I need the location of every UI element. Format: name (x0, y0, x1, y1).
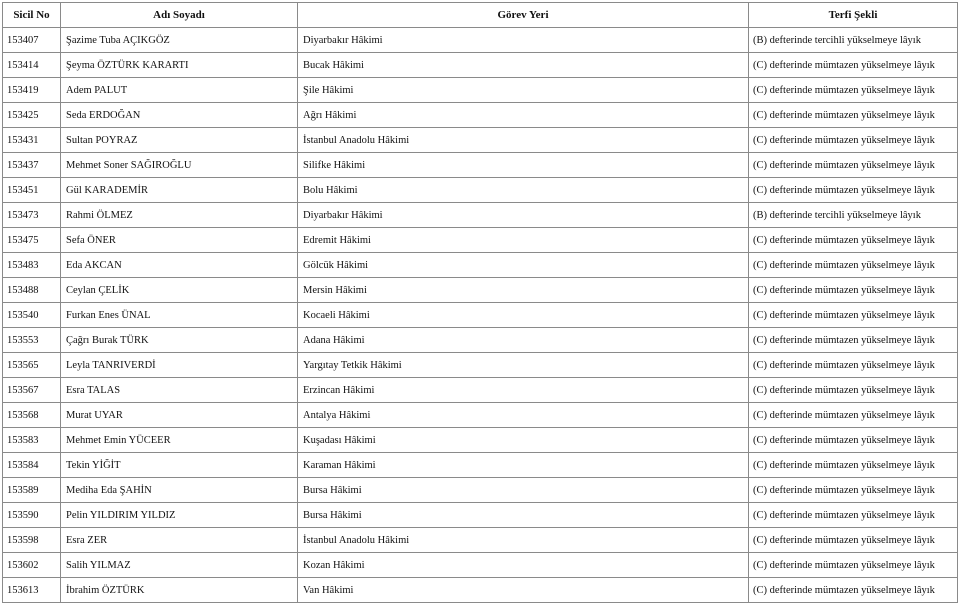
gorev-yeri-cell: Kocaeli Hâkimi (298, 303, 749, 328)
sicil-no-cell: 153589 (3, 478, 61, 503)
sicil-no-cell: 153488 (3, 278, 61, 303)
sicil-no-cell: 153540 (3, 303, 61, 328)
table-row (3, 528, 958, 553)
terfi-sekli-cell: (C) defterinde mümtazen yükselmeye lâyık (749, 153, 958, 178)
terfi-sekli-cell: (C) defterinde mümtazen yükselmeye lâyık (749, 228, 958, 253)
sicil-no-cell: 153451 (3, 178, 61, 203)
header-row (3, 3, 958, 28)
table-row (3, 228, 958, 253)
gorev-yeri-cell: İstanbul Anadolu Hâkimi (298, 528, 749, 553)
name-cell: Mehmet Emin YÜCEER (61, 428, 298, 453)
table-row (3, 428, 958, 453)
table-row (3, 78, 958, 103)
name-cell: Leyla TANRIVERDİ (61, 353, 298, 378)
gorev-yeri-cell: İstanbul Anadolu Hâkimi (298, 128, 749, 153)
sicil-no-cell: 153437 (3, 153, 61, 178)
sicil-no-cell: 153565 (3, 353, 61, 378)
gorev-yeri-cell: Van Hâkimi (298, 578, 749, 603)
name-cell: Seda ERDOĞAN (61, 103, 298, 128)
name-cell: Esra ZER (61, 528, 298, 553)
gorev-yeri-cell: Diyarbakır Hâkimi (298, 28, 749, 53)
terfi-sekli-cell: (C) defterinde mümtazen yükselmeye lâyık (749, 553, 958, 578)
table-row (3, 103, 958, 128)
terfi-sekli-cell: (B) defterinde tercihli yükselmeye lâyık (749, 203, 958, 228)
gorev-yeri-cell: Silifke Hâkimi (298, 153, 749, 178)
terfi-sekli-cell: (C) defterinde mümtazen yükselmeye lâyık (749, 328, 958, 353)
name-cell: Tekin YİĞİT (61, 453, 298, 478)
gorev-yeri-cell: Yargıtay Tetkik Hâkimi (298, 353, 749, 378)
table-row (3, 453, 958, 478)
table-row (3, 478, 958, 503)
terfi-sekli-cell: (C) defterinde mümtazen yükselmeye lâyık (749, 303, 958, 328)
gorev-yeri-cell: Karaman Hâkimi (298, 453, 749, 478)
terfi-sekli-cell: (C) defterinde mümtazen yükselmeye lâyık (749, 178, 958, 203)
sicil-no-cell: 153425 (3, 103, 61, 128)
terfi-sekli-cell: (C) defterinde mümtazen yükselmeye lâyık (749, 428, 958, 453)
name-cell: Sefa ÖNER (61, 228, 298, 253)
gorev-yeri-cell: Erzincan Hâkimi (298, 378, 749, 403)
table-row (3, 353, 958, 378)
sicil-no-cell: 153419 (3, 78, 61, 103)
terfi-sekli-cell: (C) defterinde mümtazen yükselmeye lâyık (749, 403, 958, 428)
header-gorev-yeri: Görev Yeri (298, 3, 749, 28)
name-cell: Esra TALAS (61, 378, 298, 403)
gorev-yeri-cell: Ağrı Hâkimi (298, 103, 749, 128)
gorev-yeri-cell: Adana Hâkimi (298, 328, 749, 353)
name-cell: Eda AKCAN (61, 253, 298, 278)
header-adi-soyadi: Adı Soyadı (61, 3, 298, 28)
name-cell: Salih YILMAZ (61, 553, 298, 578)
table-row (3, 503, 958, 528)
sicil-no-cell: 153568 (3, 403, 61, 428)
name-cell: Pelin YILDIRIM YILDIZ (61, 503, 298, 528)
table-row (3, 378, 958, 403)
terfi-sekli-cell: (C) defterinde mümtazen yükselmeye lâyık (749, 128, 958, 153)
table-row (3, 278, 958, 303)
name-cell: Sultan POYRAZ (61, 128, 298, 153)
terfi-sekli-cell: (C) defterinde mümtazen yükselmeye lâyık (749, 478, 958, 503)
sicil-no-cell: 153473 (3, 203, 61, 228)
sicil-no-cell: 153590 (3, 503, 61, 528)
gorev-yeri-cell: Bucak Hâkimi (298, 53, 749, 78)
gorev-yeri-cell: Kozan Hâkimi (298, 553, 749, 578)
table-row (3, 203, 958, 228)
gorev-yeri-cell: Bursa Hâkimi (298, 478, 749, 503)
terfi-sekli-cell: (C) defterinde mümtazen yükselmeye lâyık (749, 78, 958, 103)
promotion-table (2, 2, 958, 603)
terfi-sekli-cell: (B) defterinde tercihli yükselmeye lâyık (749, 28, 958, 53)
name-cell: İbrahim ÖZTÜRK (61, 578, 298, 603)
name-cell: Çağrı Burak TÜRK (61, 328, 298, 353)
table-row (3, 328, 958, 353)
terfi-sekli-cell: (C) defterinde mümtazen yükselmeye lâyık (749, 353, 958, 378)
gorev-yeri-cell: Bursa Hâkimi (298, 503, 749, 528)
sicil-no-cell: 153584 (3, 453, 61, 478)
table-row (3, 553, 958, 578)
table-row (3, 403, 958, 428)
name-cell: Şazime Tuba AÇIKGÖZ (61, 28, 298, 53)
table-row (3, 153, 958, 178)
gorev-yeri-cell: Bolu Hâkimi (298, 178, 749, 203)
gorev-yeri-cell: Gölcük Hâkimi (298, 253, 749, 278)
terfi-sekli-cell: (C) defterinde mümtazen yükselmeye lâyık (749, 53, 958, 78)
sicil-no-cell: 153431 (3, 128, 61, 153)
gorev-yeri-cell: Edremit Hâkimi (298, 228, 749, 253)
terfi-sekli-cell: (C) defterinde mümtazen yükselmeye lâyık (749, 103, 958, 128)
sicil-no-cell: 153483 (3, 253, 61, 278)
name-cell: Rahmi ÖLMEZ (61, 203, 298, 228)
sicil-no-cell: 153553 (3, 328, 61, 353)
sicil-no-cell: 153583 (3, 428, 61, 453)
terfi-sekli-cell: (C) defterinde mümtazen yükselmeye lâyık (749, 578, 958, 603)
gorev-yeri-cell: Mersin Hâkimi (298, 278, 749, 303)
name-cell: Mediha Eda ŞAHİN (61, 478, 298, 503)
gorev-yeri-cell: Antalya Hâkimi (298, 403, 749, 428)
terfi-sekli-cell: (C) defterinde mümtazen yükselmeye lâyık (749, 503, 958, 528)
terfi-sekli-cell: (C) defterinde mümtazen yükselmeye lâyık (749, 453, 958, 478)
terfi-sekli-cell: (C) defterinde mümtazen yükselmeye lâyık (749, 528, 958, 553)
table-row (3, 28, 958, 53)
name-cell: Murat UYAR (61, 403, 298, 428)
table-row (3, 53, 958, 78)
sicil-no-cell: 153613 (3, 578, 61, 603)
sicil-no-cell: 153598 (3, 528, 61, 553)
name-cell: Furkan Enes ÜNAL (61, 303, 298, 328)
sicil-no-cell: 153407 (3, 28, 61, 53)
table-row (3, 578, 958, 603)
header-terfi-sekli: Terfi Şekli (749, 3, 958, 28)
table-row (3, 128, 958, 153)
sicil-no-cell: 153567 (3, 378, 61, 403)
header-sicil-no: Sicil No (3, 3, 61, 28)
terfi-sekli-cell: (C) defterinde mümtazen yükselmeye lâyık (749, 278, 958, 303)
name-cell: Ceylan ÇELİK (61, 278, 298, 303)
name-cell: Mehmet Soner SAĞIROĞLU (61, 153, 298, 178)
terfi-sekli-cell: (C) defterinde mümtazen yükselmeye lâyık (749, 378, 958, 403)
gorev-yeri-cell: Diyarbakır Hâkimi (298, 203, 749, 228)
table-row (3, 253, 958, 278)
name-cell: Adem PALUT (61, 78, 298, 103)
gorev-yeri-cell: Kuşadası Hâkimi (298, 428, 749, 453)
sicil-no-cell: 153475 (3, 228, 61, 253)
name-cell: Gül KARADEMİR (61, 178, 298, 203)
table-row (3, 303, 958, 328)
name-cell: Şeyma ÖZTÜRK KARARTI (61, 53, 298, 78)
sicil-no-cell: 153602 (3, 553, 61, 578)
table-row (3, 178, 958, 203)
sicil-no-cell: 153414 (3, 53, 61, 78)
table-body (3, 28, 958, 603)
gorev-yeri-cell: Şile Hâkimi (298, 78, 749, 103)
terfi-sekli-cell: (C) defterinde mümtazen yükselmeye lâyık (749, 253, 958, 278)
